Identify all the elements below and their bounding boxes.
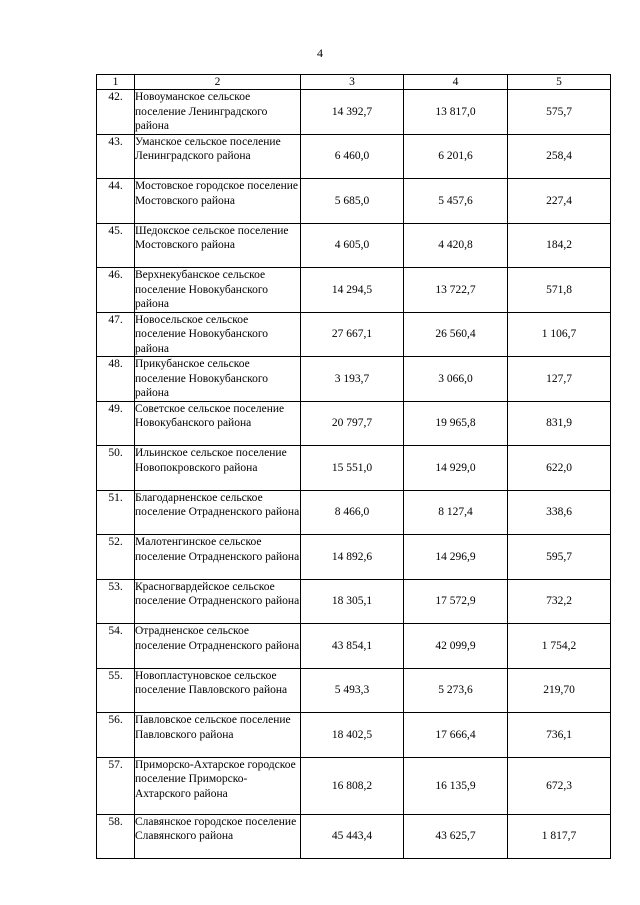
row-number: 48. (97, 357, 135, 402)
row-number: 54. (97, 624, 135, 669)
value-col-4: 43 625,7 (404, 814, 508, 859)
value-col-3: 4 605,0 (301, 223, 404, 268)
settlement-name: Шедокское сельское поселение Мостовского района (135, 223, 301, 268)
value-col-5: 1 817,7 (508, 814, 611, 859)
value-col-5: 184,2 (508, 223, 611, 268)
table-row (97, 312, 611, 357)
row-number: 44. (97, 179, 135, 224)
row-number: 50. (97, 446, 135, 491)
header-col-3: 3 (301, 75, 404, 90)
row-number: 45. (97, 223, 135, 268)
value-col-4: 3 066,0 (404, 357, 508, 402)
value-col-3: 14 392,7 (301, 90, 404, 135)
row-number: 51. (97, 490, 135, 535)
table-row (97, 624, 611, 669)
value-col-4: 4 420,8 (404, 223, 508, 268)
table-row (97, 223, 611, 268)
table-row (97, 90, 611, 135)
settlement-name: Новоуманское сельское поселение Ленинградского района (135, 90, 301, 135)
settlement-name: Новосельское сельское поселение Новокубанского района (135, 312, 301, 357)
settlement-name: Прикубанское сельское поселение Новокубанского района (135, 357, 301, 402)
value-col-5: 732,2 (508, 579, 611, 624)
value-col-4: 13 722,7 (404, 268, 508, 313)
settlement-name: Отрадненское сельское поселение Отрадненского района (135, 624, 301, 669)
value-col-5: 571,8 (508, 268, 611, 313)
row-number: 46. (97, 268, 135, 313)
settlement-name: Павловское сельское поселение Павловского района (135, 713, 301, 758)
value-col-3: 15 551,0 (301, 446, 404, 491)
settlement-name: Верхнекубанское сельское поселение Новокубанского района (135, 268, 301, 313)
value-col-4: 26 560,4 (404, 312, 508, 357)
table-row (97, 579, 611, 624)
settlement-name: Мостовское городское поселение Мостовского района (135, 179, 301, 224)
value-col-3: 27 667,1 (301, 312, 404, 357)
value-col-3: 14 294,5 (301, 268, 404, 313)
table-body (97, 90, 611, 859)
value-col-3: 20 797,7 (301, 401, 404, 446)
settlement-name: Благодарненское сельское поселение Отрадненского района (135, 490, 301, 535)
value-col-3: 18 305,1 (301, 579, 404, 624)
value-col-3: 18 402,5 (301, 713, 404, 758)
value-col-4: 5 457,6 (404, 179, 508, 224)
value-col-3: 5 493,3 (301, 668, 404, 713)
table-row (97, 268, 611, 313)
value-col-4: 6 201,6 (404, 134, 508, 179)
row-number: 52. (97, 535, 135, 580)
value-col-5: 1 106,7 (508, 312, 611, 357)
row-number: 58. (97, 814, 135, 859)
value-col-5: 127,7 (508, 357, 611, 402)
row-number: 42. (97, 90, 135, 135)
value-col-5: 595,7 (508, 535, 611, 580)
table-row (97, 713, 611, 758)
table-row (97, 757, 611, 814)
header-col-2: 2 (135, 75, 301, 90)
value-col-5: 831,9 (508, 401, 611, 446)
table-row (97, 401, 611, 446)
row-number: 56. (97, 713, 135, 758)
value-col-4: 14 296,9 (404, 535, 508, 580)
value-col-4: 19 965,8 (404, 401, 508, 446)
value-col-3: 6 460,0 (301, 134, 404, 179)
value-col-3: 43 854,1 (301, 624, 404, 669)
header-row (97, 75, 611, 90)
data-table (96, 74, 611, 859)
value-col-4: 13 817,0 (404, 90, 508, 135)
value-col-4: 16 135,9 (404, 757, 508, 814)
header-col-5: 5 (508, 75, 611, 90)
table-row (97, 357, 611, 402)
header-col-1: 1 (97, 75, 135, 90)
value-col-5: 672,3 (508, 757, 611, 814)
table-row (97, 179, 611, 224)
value-col-3: 16 808,2 (301, 757, 404, 814)
header-col-4: 4 (404, 75, 508, 90)
row-number: 43. (97, 134, 135, 179)
table-row (97, 134, 611, 179)
table-row (97, 814, 611, 859)
value-col-4: 5 273,6 (404, 668, 508, 713)
value-col-4: 17 666,4 (404, 713, 508, 758)
page-number: 4 (317, 46, 323, 60)
settlement-name: Советское сельское поселение Новокубанского района (135, 401, 301, 446)
value-col-3: 45 443,4 (301, 814, 404, 859)
row-number: 47. (97, 312, 135, 357)
value-col-5: 219,70 (508, 668, 611, 713)
value-col-5: 227,4 (508, 179, 611, 224)
settlement-name: Новопластуновское сельское поселение Павловского района (135, 668, 301, 713)
value-col-5: 736,1 (508, 713, 611, 758)
table-row (97, 535, 611, 580)
value-col-4: 14 929,0 (404, 446, 508, 491)
settlement-name: Уманское сельское поселение Ленинградского района (135, 134, 301, 179)
row-number: 57. (97, 757, 135, 814)
row-number: 49. (97, 401, 135, 446)
value-col-5: 1 754,2 (508, 624, 611, 669)
table-row (97, 446, 611, 491)
value-col-3: 8 466,0 (301, 490, 404, 535)
table-row (97, 490, 611, 535)
value-col-5: 622,0 (508, 446, 611, 491)
value-col-5: 575,7 (508, 90, 611, 135)
settlement-name: Славянское городское поселение Славянского района (135, 814, 301, 859)
value-col-5: 258,4 (508, 134, 611, 179)
settlement-name: Малотенгинское сельское поселение Отрадненского района (135, 535, 301, 580)
value-col-4: 17 572,9 (404, 579, 508, 624)
value-col-4: 42 099,9 (404, 624, 508, 669)
table-row (97, 668, 611, 713)
table-header (97, 75, 611, 90)
settlement-name: Красногвардейское сельское поселение Отрадненского района (135, 579, 301, 624)
settlement-name: Приморско-Ахтарское городское поселение Приморско-Ахтарского района (135, 757, 301, 814)
value-col-4: 8 127,4 (404, 490, 508, 535)
value-col-3: 14 892,6 (301, 535, 404, 580)
row-number: 55. (97, 668, 135, 713)
settlement-name: Ильинское сельское поселение Новопокровского района (135, 446, 301, 491)
row-number: 53. (97, 579, 135, 624)
value-col-3: 3 193,7 (301, 357, 404, 402)
value-col-5: 338,6 (508, 490, 611, 535)
value-col-3: 5 685,0 (301, 179, 404, 224)
